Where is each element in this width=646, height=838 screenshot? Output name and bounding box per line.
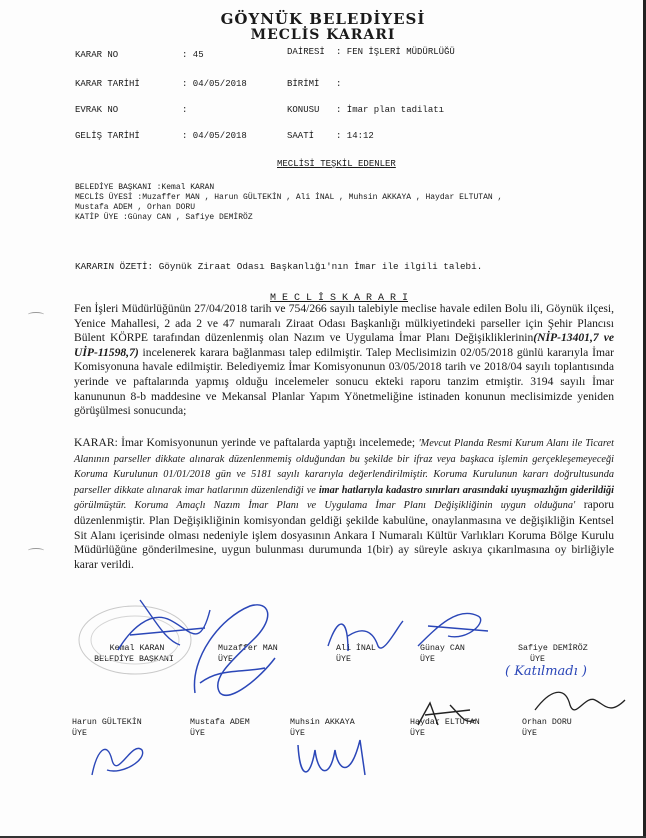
birimi-label: BİRİMİ [287, 79, 320, 89]
teskil-line-1: BELEDİYE BAŞKANI :Kemal KARAN [75, 183, 215, 192]
summary-line [75, 261, 482, 272]
dairesi-value: : FEN İŞLERİ MÜDÜRLÜĞÜ [336, 47, 455, 57]
signature-9-ink [530, 680, 630, 725]
signature-9b-ink [410, 695, 480, 735]
evrak-no-value: : [182, 105, 188, 115]
gelis-tarihi-label: GELİŞ TARİHİ [75, 131, 140, 141]
signature-1-name: Kemal KARAN [109, 644, 165, 653]
p2-text-e: raporu düzenlenmiştir. Plan Değişikliğinin komisyondan geldiği şekilde kabulüne, onaylanmasına ve değişikliğin Kentsel Sit Alanı içerisinde olması nedeniyle işlem dosyasının Ankara I Numaralı Kültür Varlıkları Koruma Bölge Kurulu Müdürlüğüne gönderilmesine, uygun bulunması durumunda 1(bir) ay süreyle askıya çıkarılmasına oy birliğiyle karar verildi. [74, 498, 614, 571]
signature-7-name: Mustafa ADEM [190, 718, 250, 727]
signature-6-name: Harun GÜLTEKİN [72, 718, 142, 727]
teskil-line-2: MECLİS ÜYESİ :Muzaffer MAN , Harun GÜLTEKİN , Ali İNAL , Muhsin AKKAYA , Haydar ELTUTAN , [75, 193, 503, 202]
signature-5-note: ( Katılmadı ) [505, 664, 587, 679]
dairesi-label: DAİRESİ [287, 47, 325, 57]
evrak-no-label: EVRAK NO [75, 105, 119, 115]
summary-text: Göynük Ziraat Odası Başkanlığı'nın İmar ile ilgili talebi. [158, 261, 483, 272]
p2-quote: 'Mevcut Planda Resmi Kurum Alanı ile Ticaret Alanının parseller dikkate alınarak düzenlenmemiş olduğundan bu şekilde bir ifraz veya başkaca işlemin gerçekleşemeyeceği Koruma Kurulunun 01/01/2018 gün ve 5181 sayılı kararıyla değerlendirilmiştir. Koruma Kurulunun kararı doğrultusunda parseller dikkate alınarak imar hatlarının düzenlendiği ve [74, 438, 614, 496]
signature-6-role: ÜYE [72, 729, 87, 738]
karar-no-value: : 45 [182, 50, 204, 60]
signature-5-name: Safiye DEMİRÖZ [518, 644, 588, 653]
signature-3-name: Ali İNAL [336, 644, 376, 653]
signature-4-role: ÜYE [420, 655, 435, 664]
konusu-label: KONUSU [287, 105, 320, 115]
signature-10-role: ÜYE [522, 729, 537, 738]
teskil-line-3: Mustafa ADEM , Orhan DORU [75, 203, 196, 212]
signature-8-role: ÜYE [290, 729, 305, 738]
signature-9-role: ÜYE [410, 729, 425, 738]
summary-label: KARARIN ÖZETİ: [75, 261, 154, 272]
p2-text-a: KARAR: İmar Komisyonunun yerinde ve paftalarda yaptığı incelemede; [74, 436, 419, 449]
signature-7-role: ÜYE [190, 729, 205, 738]
decision-title: MECLİS KARARI [250, 27, 396, 43]
paragraph-2 [74, 436, 614, 572]
karar-tarihi-label: KARAR TARİHİ [75, 79, 140, 89]
birimi-value: : [336, 79, 342, 89]
municipality-title: GÖYNÜK BELEDİYESİ [220, 10, 426, 28]
signature-2-role: ÜYE [218, 655, 233, 664]
karar-tarihi-value: : 04/05/2018 [182, 79, 247, 89]
p1-text-c: incelenerek karara bağlanması talep edilmiştir. Talep Meclisimizin 02/05/2018 günlü kararıyla İmar Komisyonuna havale edilmiştir. Belediyemiz İmar Komisyonunun 03/05/2018 tarih ve 2018/04 sayılı toplantısında yerinde ve paftalarında yapmış olduğu incelemeler sonucu ekteki raporu tanzim etmiştir. 3194 sayılı İmar kanununun 8-b maddesine ve Mekansal Planlar Yapım Yönetmeliğine istinaden konunun meclisimizde yeniden görüşülmesi sonucunda; [74, 345, 614, 418]
saati-label: SAATİ [287, 131, 315, 141]
saati-value: : 14:12 [336, 131, 374, 141]
signature-8-ink [290, 720, 380, 790]
p1-plan-codes: (NİP-13401,7 ve UİP-11598,7) [74, 331, 614, 359]
signature-9-name: Haydar ELTUTAN [410, 718, 480, 727]
konusu-value: : İmar plan tadilatı [336, 105, 445, 115]
signature-5-role: ÜYE [530, 655, 545, 664]
signature-10-name: Orhan DORU [522, 718, 572, 727]
signature-2-name: Muzaffer MAN [218, 644, 278, 653]
signature-1-role: BELEDİYE BAŞKANI [94, 655, 174, 664]
punch-mark [28, 312, 44, 317]
signature-3-ink [318, 606, 408, 666]
p1-text-a: Fen İşleri Müdürlüğünün 27/04/2018 tarih ve 754/266 sayılı talebiyle meclise havale edilen Bolu ili, Göynük ilçesi, Yenice Mahallesi, 2 ada 2 ve 47 numaralı Ziraat Odası Başkanlığı mülkiyetindeki parseller için Şehir Plancısı Bülent KÖRPE tarafından düzenlenmiş olan Nazım ve Uygulama İmar Planı Değişikliklerinin [74, 302, 614, 345]
punch-mark [28, 548, 44, 553]
signature-2-ink [180, 598, 290, 708]
signature-6-ink [82, 730, 152, 785]
paragraph-1 [74, 302, 614, 419]
p2-quote-bold: imar hatlarıyla kadastro sınırları arasındaki uyuşmazlığın giderildiği [318, 484, 614, 496]
signature-4-name: Günay CAN [420, 644, 465, 653]
signature-8-name: Muhsin AKKAYA [290, 718, 355, 727]
karar-no-label: KARAR NO [75, 50, 119, 60]
p2-quote-end: görülmüştür. Koruma Amaçlı Nazım İmar Planı ve Uygulama İmar Planı Değişikliğinin uygun olduğuna' [74, 500, 576, 512]
gelis-tarihi-value: : 04/05/2018 [182, 131, 247, 141]
karar-heading: M E C L İ S K A R A R I [270, 293, 409, 304]
signature-4-ink [408, 596, 498, 656]
teskil-heading: MECLİSİ TEŞKİL EDENLER [277, 159, 396, 169]
signature-3-role: ÜYE [336, 655, 351, 664]
teskil-line-4: KATİP ÜYE :Günay CAN , Safiye DEMİRÖZ [75, 213, 253, 222]
